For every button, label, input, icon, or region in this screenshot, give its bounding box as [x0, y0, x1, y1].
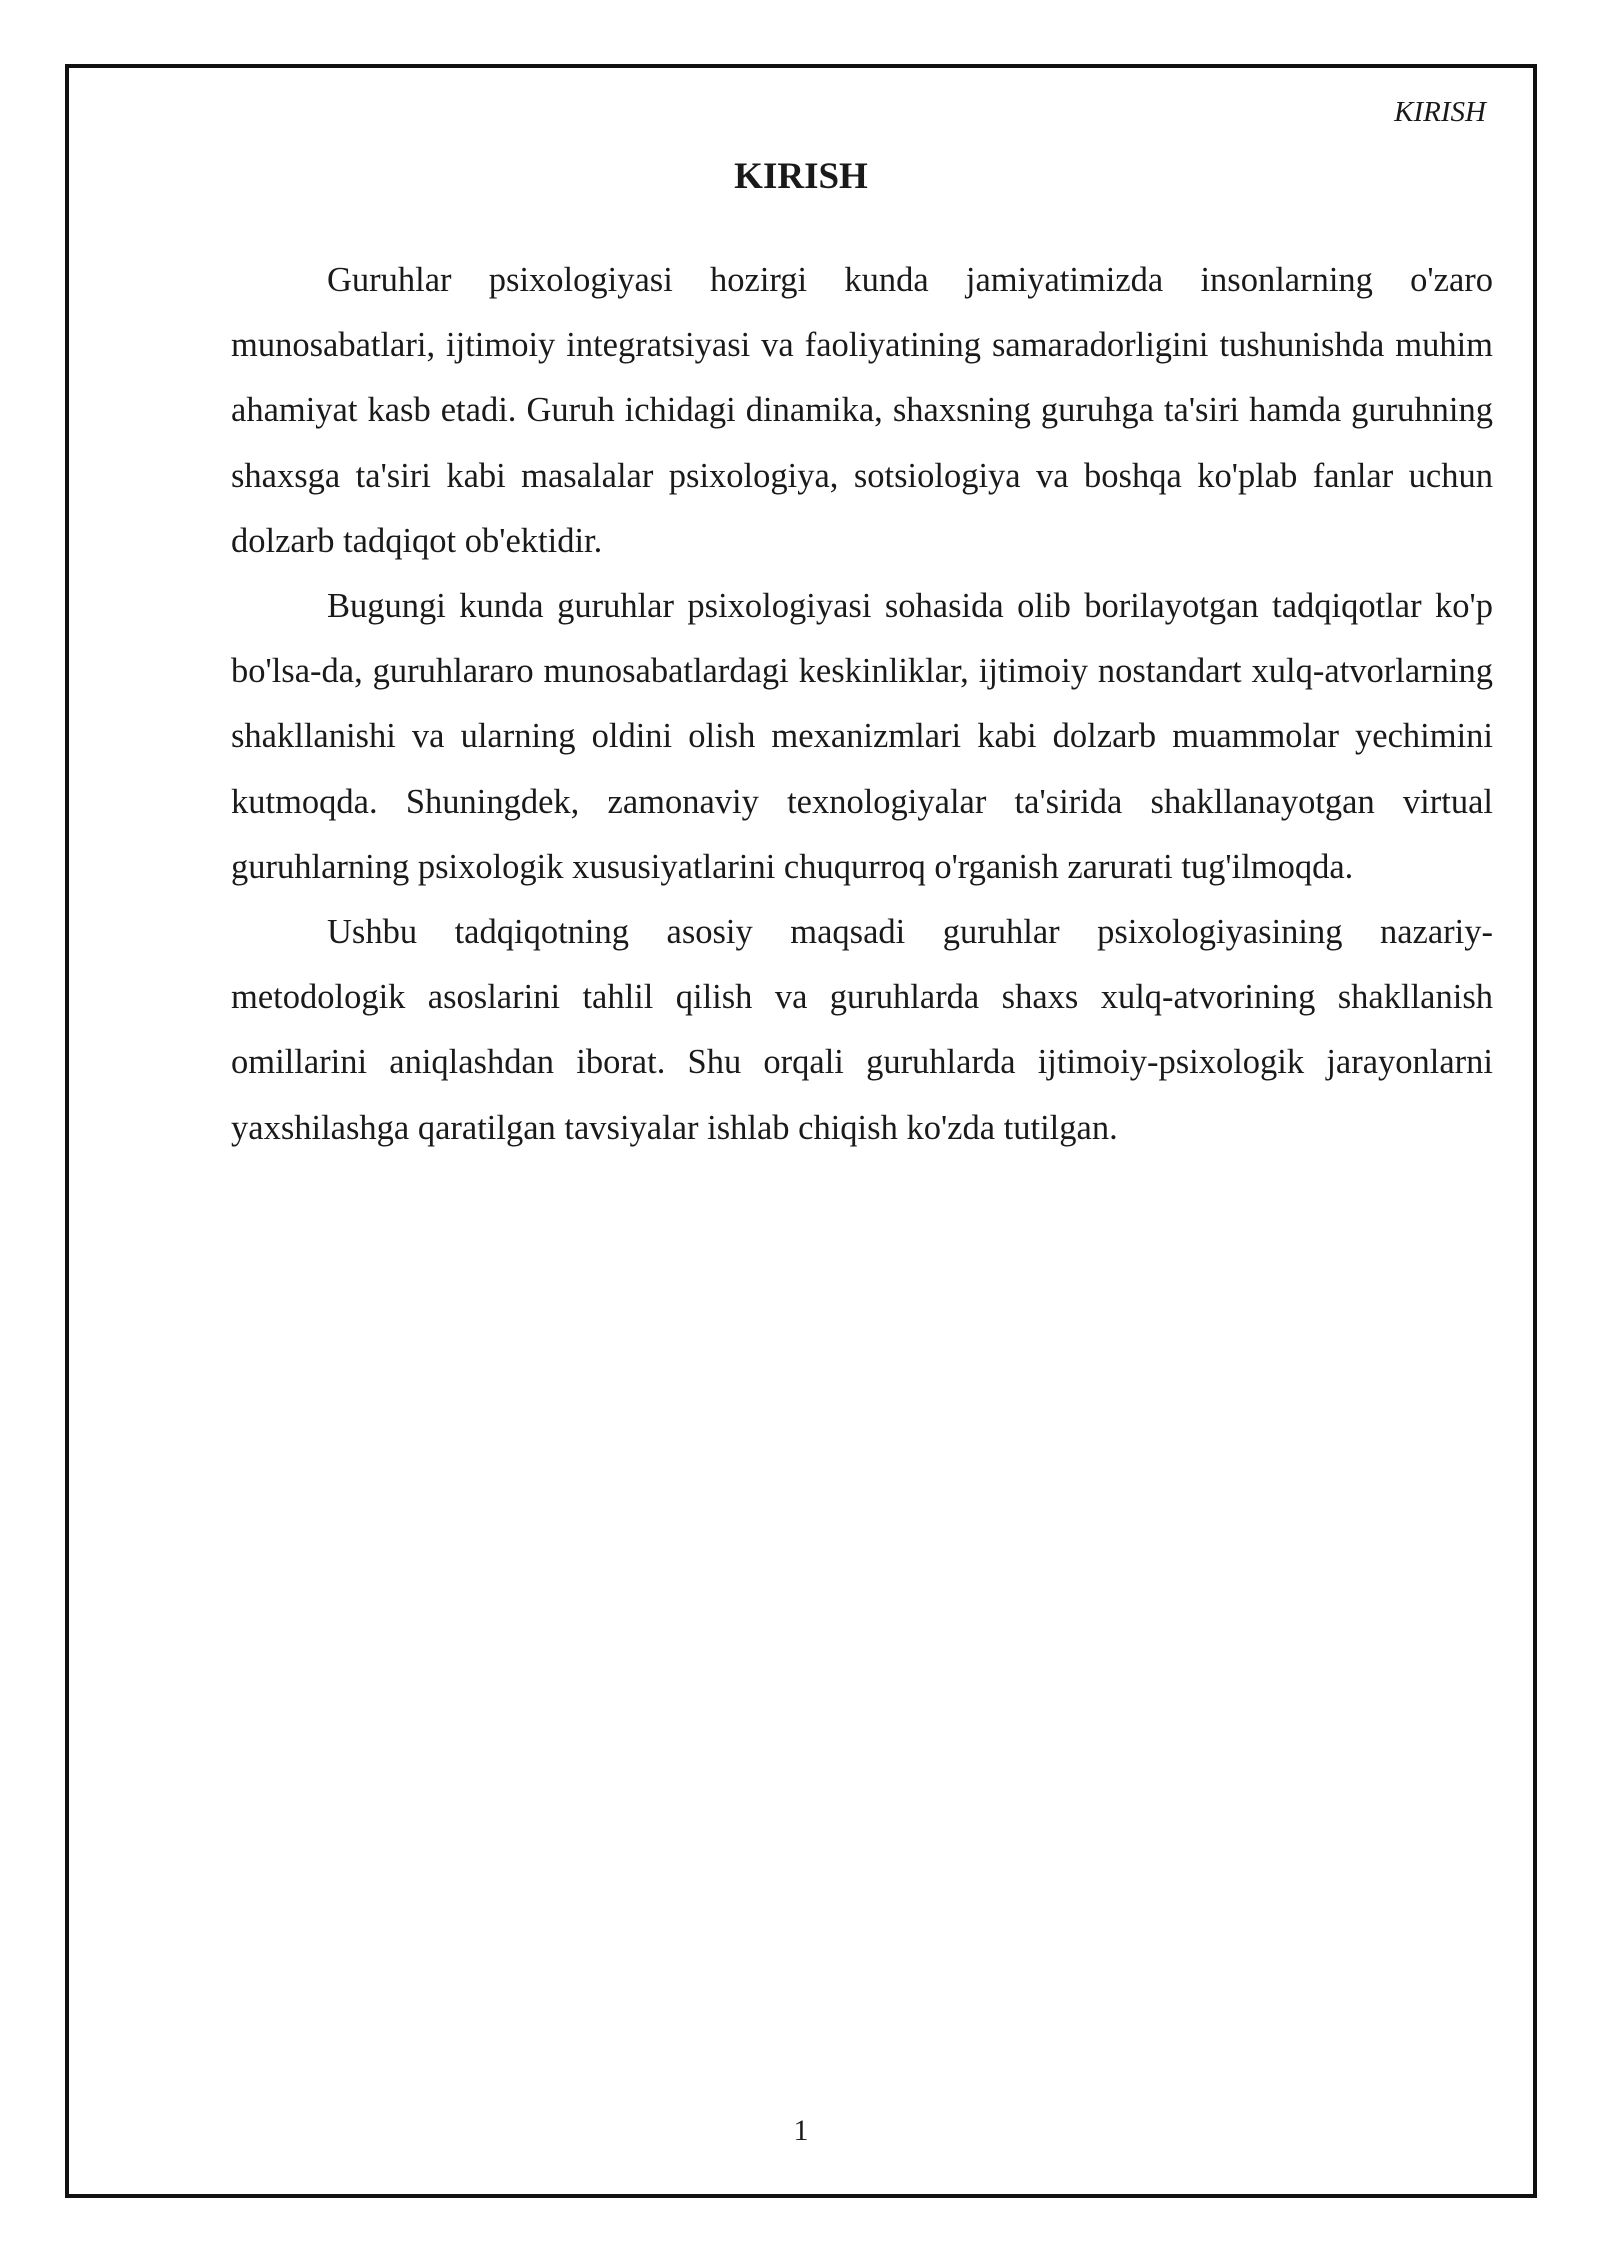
page-frame	[65, 64, 1537, 2198]
paragraph-3: Ushbu tadqiqotning asosiy maqsadi guruhlar psixologiyasining nazariy-metodologik asoslarini tahlil qilish va guruhlarda shaxs xulq-atvorining shakllanish omillarini aniqlashdan iborat. Shu orqali guruhlarda ijtimoiy-psixologik jarayonlarni yaxshilashga qaratilgan tavsiyalar ishlab chiqish ko'zda tutilgan.	[231, 913, 1493, 1147]
document-body	[231, 248, 1493, 1161]
paragraph-2: Bugungi kunda guruhlar psixologiyasi sohasida olib borilayotgan tadqiqotlar ko'p bo'lsa-da, guruhlararo munosabatlardagi keskinliklar, ijtimoiy nostandart xulq-atvorlarning shakllanishi va ularning oldini olish mexanizmlari kabi dolzarb muammolar yechimini kutmoqda. Shuningdek, zamonaviy texnologiyalar ta'sirida shakllanayotgan virtual guruhlarning psixologik xususiyatlarini chuqurroq o'rganish zarurati tug'ilmoqda.	[231, 587, 1493, 886]
running-header: KIRISH	[1394, 96, 1486, 128]
page-number: 1	[793, 2114, 809, 2147]
document-title: KIRISH	[734, 156, 868, 197]
paragraph-1: Guruhlar psixologiyasi hozirgi kunda jamiyatimizda insonlarning o'zaro munosabatlari, ijtimoiy integratsiyasi va faoliyatining samaradorligini tushunishda muhim ahamiyat kasb etadi. Guruh ichidagi dinamika, shaxsning guruhga ta'siri hamda guruhning shaxsga ta'siri kabi masalalar psixologiya, sotsiologiya va boshqa ko'plab fanlar uchun dolzarb tadqiqot ob'ektidir.	[231, 261, 1493, 560]
